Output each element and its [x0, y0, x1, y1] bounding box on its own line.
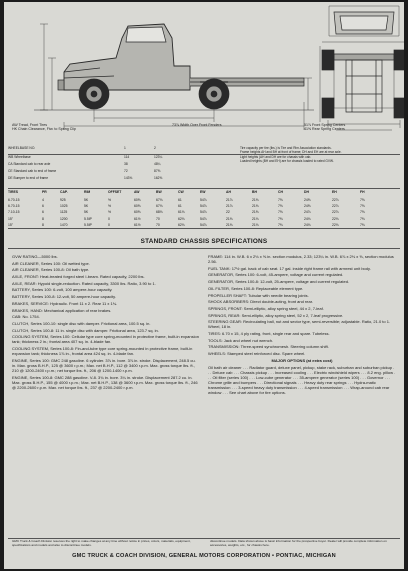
spec-sheet-page: [4, 2, 404, 569]
table-cell: 22: [226, 210, 230, 215]
table-cell: 6.70-15: [8, 204, 20, 209]
table-cell: 24⅝: [304, 204, 311, 209]
table-cell: 61½: [134, 216, 141, 221]
table-cell: 61⅛: [178, 210, 185, 215]
table-cell: 7⅜: [278, 222, 283, 227]
spec-item: BRAKES, HAND: Mechanical application of rear brakes.: [12, 307, 112, 313]
table-cell: 22⅞: [332, 198, 339, 202]
table-cell: 7⅝: [278, 198, 283, 202]
table-cell: 5.5IP: [84, 222, 92, 227]
spec-item: AXLE, FRONT: Heat-treated forged steel I-beam. Rated capacity, 2200 lbs.: [12, 274, 145, 280]
table-cell: 61: [178, 198, 182, 202]
table-cell: 54⅞: [200, 204, 207, 209]
table-cell: 5K: [84, 204, 89, 209]
chassis-top-view: [320, 6, 404, 130]
spec-item: AIR CLEANER, Series 100: Oil wetted type.: [12, 260, 90, 266]
divider: [8, 228, 400, 229]
table-cell: 22⅞: [332, 210, 339, 215]
table-cell: %: [108, 198, 112, 202]
table-cell: FH: [360, 190, 365, 194]
table-cell: %: [108, 210, 112, 215]
spec-item: SPRINGS, FRONT: Semi-elliptic, alloy spring steel, 44 x 2, 7-leaf.: [208, 305, 324, 311]
table-cell: RIM: [84, 190, 91, 194]
table-cell: TIRES: [8, 190, 18, 194]
divider: [8, 154, 400, 155]
table-cell: %: [108, 204, 112, 209]
table-cell: 6: [42, 204, 44, 209]
table-cell: 70: [156, 216, 160, 221]
table-cell: 70: [156, 222, 160, 227]
spec-item: FUEL TANK: 17½ gal. back of cab seat. 17 gal. inside right frame rail with armrest unit body.: [208, 265, 371, 271]
spec-item: WHEELS: Stamped steel reinforced disc. Spare wheel.: [208, 351, 306, 357]
table-cell: 54⅞: [200, 216, 207, 221]
table-cell: 7⅝: [360, 204, 365, 209]
table-cell: 21⅞: [226, 198, 233, 202]
drawing-caption-left: AW Tread, Front Tires HK Chain Clearance, Ftw. to Spring Clip: [12, 123, 76, 132]
table-cell: 22⅛: [332, 216, 339, 221]
wheelbase-table: WHEELBASE NO. 1 2 WB Wheelbase 114 123¼ CA Standard cab to rear axle 38 48¼ CE Standard cab to end of frame 72 87⅝ DE Bumper to end of frame 143⅜ 162⅝ Tire capacity per tire (lbs.) is Tire and Rim Association standards. Frame heights AH and BH at front of frame; DH and EH are at rear axle. Light heights (AH and DH are for chassis with cab. Loaded heights (BH and EH) are for chassis loaded to rated GVW.: [8, 146, 400, 220]
table-cell: 7⅜: [278, 216, 283, 221]
table-cell: AH: [226, 190, 231, 194]
table-cell: 60⅝: [134, 198, 141, 202]
spec-item: ENGINE, Series 100: GMC 248 gasoline. 6 cylinder. 3⅞ in. bore. 3⅞ in. stroke. Displacement, 248.5 cu. in. Max. gross B.H.P., 125 @ 3600 r.p.m.; Max. net B.H.P., 112 @ 3400 r.p.m. Max. gross torque lbs. ft., 210 @ 1200-2400 r.p.m.; net torque lbs. ft., 206 @ 1200-1400 r.p.m.: [12, 357, 196, 373]
spec-item: COOLING SYSTEM, Series 100: Cellular type core spring-mounted in protective frame, built-in expansion tank; thickness 2 in.; frontal area 407 sq. in. 4-blade fan.: [12, 334, 199, 345]
table-cell: 21⅜: [226, 216, 233, 221]
table-cell: AW: [134, 190, 140, 194]
table-cell: 62⅛: [178, 216, 185, 221]
table-cell: 24⅛: [304, 216, 311, 221]
table-cell: 22⅛: [332, 222, 339, 227]
table-cell: 21⅛: [252, 222, 259, 227]
spec-item: OIL FILTER, Series 100-8: Replaceable element type.: [208, 285, 304, 291]
section-title: STANDARD CHASSIS SPECIFICATIONS: [140, 238, 268, 245]
table-cell: 61½: [134, 222, 141, 227]
table-cell: 62⅛: [178, 222, 185, 227]
table-cell: PR: [42, 190, 47, 194]
table-cell: 54⅞: [200, 198, 207, 202]
table-cell: 7⅜: [360, 222, 365, 227]
table-cell: 68⅛: [156, 210, 163, 215]
table-cell: 7⅝: [360, 210, 365, 215]
table-cell: CH: [278, 190, 283, 194]
table-cell: CW: [178, 190, 184, 194]
table-cell: 7.10-15: [8, 210, 20, 215]
spec-item: GENERATOR, Series 100-8: 12-volt, 25-ampere, voltage and current regulated.: [208, 279, 350, 285]
table-cell: 21⅝: [252, 210, 259, 215]
table-cell: 21⅞: [226, 204, 233, 209]
spec-item: TOOLS: Jack and wheel nut wrench.: [208, 337, 274, 343]
spec-item: SPRINGS, REAR: Semi-elliptic, alloy spring steel, 52 x 2, 7-leaf progressive.: [208, 312, 344, 318]
table-cell: 6.70-15: [8, 198, 20, 202]
table-cell: EW: [200, 190, 206, 194]
spec-item: COOLING SYSTEM, Series 100-8: Fin-and-tube type core spring-mounted in protective frame, built-in expansion tank; thickness 1⅞ in., frontal area 424 sq. in. 4-blade fan.: [12, 346, 193, 357]
table-cell: 1125: [60, 210, 68, 215]
table-cell: 7⅝: [278, 204, 283, 209]
spec-item: CLUTCH, Series 100-8: 11 in. single disc with damper. Frictional area, 123.7 sq. in.: [12, 327, 159, 333]
spec-item: AIR CLEANER, Series 100-8: Oil bath type.: [12, 267, 90, 273]
table-cell: 61: [178, 204, 182, 209]
table-cell: 1200: [60, 216, 68, 221]
table-cell: 5.5IP: [84, 216, 92, 221]
footer-note-right: discontinue models. Data shown above is basic information for the prospective buyer. Dealer will provide complete information on accessories, weights, etc., for chassis here.: [210, 539, 387, 547]
table-cell: 1025: [60, 204, 68, 209]
table-cell: 60⅝: [134, 210, 141, 215]
spec-item: SHOCK ABSORBERS: Direct double-acting, front and rear.: [208, 299, 313, 305]
table-cell: 21⅛: [252, 216, 259, 221]
table-cell: 21⅜: [226, 222, 233, 227]
divider: [8, 248, 400, 249]
table-cell: 6: [42, 210, 44, 215]
spec-item: PROPELLER SHAFT: Tubular with needle bearing joints.: [208, 292, 309, 298]
table-cell: 21⅜: [252, 204, 259, 209]
spec-item: CAB: No. 1754.: [12, 314, 40, 320]
table-cell: 1470: [60, 222, 68, 227]
table-cell: 925: [60, 198, 66, 202]
table-cell: 5K: [84, 198, 89, 202]
footer-banner: GMC TRUCK & COACH DIVISION, GENERAL MOTORS CORPORATION • PONTIAC, MICHIGAN: [72, 553, 336, 559]
spec-item: BATTERY, Series 100-8: 12-volt, 50 ampere-hour capacity.: [12, 294, 116, 300]
table-cell: 7⅝: [278, 210, 283, 215]
table-cell: 21⅜: [252, 198, 259, 202]
table-cell: 54⅞: [200, 222, 207, 227]
spec-item: FRAME: 114 in. W.B. 6 x 2⅛ x ⅝ in. section modulus, 2.33; 123¼ in. W.B. 6⅞ x 2⅛ x ⅝, section modulus 2.56.: [208, 254, 394, 265]
table-cell: DH: [304, 190, 309, 194]
table-cell: 67⅛: [156, 204, 163, 209]
table-cell: 0: [108, 216, 110, 221]
table-cell: 4: [42, 198, 44, 202]
table-cell: 60⅝: [134, 204, 141, 209]
spec-item: ENGINE, Series 100-8: GMC 288 gasoline. V-8. 3¾ in. bore. 3¼ in. stroke. Displacement 287.2 cu. in. Max. gross B.H.P., 155 @ 4000 r.p.m.; Max. net B.H.P., 138 @ 3600 r.p.m. Max. gross torque lbs. ft., 246 @ 2200-2600 r.p.m. Max. net torque lbs. ft., 237 @ 2200-2400 r.p.m.: [12, 374, 198, 390]
table-cell: 24⅛: [304, 222, 311, 227]
table-cell: 5K: [84, 210, 89, 215]
table-cell: 15": [8, 222, 13, 227]
drawing-caption-center: 73⅞ Width Over Front Fenders: [172, 123, 222, 127]
spec-item: GVW RATING—5000 lbs.: [12, 254, 58, 259]
spec-item: TIRES: 6.70 x 15, 4 ply rating, front, single rear and spare. Tubeless.: [208, 331, 330, 337]
table-cell: 54⅞: [200, 210, 207, 215]
spec-item: STEERING GEAR: Recirculating ball, nut and sector type, semi-reversible; adjustable. Ratio, 21.0 to 1. Wheel, 18 in.: [208, 319, 391, 330]
spec-item: BRAKES, SERVICE: Hydraulic. Front 11 x 2. Rear 11 x 1¾.: [12, 300, 118, 306]
truck-side-view: [34, 24, 314, 130]
table-cell: 7⅝: [360, 198, 365, 202]
table-cell: 8: [42, 216, 44, 221]
table-cell: 22⅞: [332, 204, 339, 209]
table-cell: 67⅛: [156, 198, 163, 202]
table-cell: 7⅜: [360, 216, 365, 221]
major-options-text: Oil bath air cleaner . . . Radiator guard, deluxe panel, pickup, stake rack, suburban and suburban pickup . . . Deluxe cab . . . Chassis pickup . . . Increased cooling . . . Electric windshield wipers . . . 8.2 eng. pillow . . . Oil filter (series 100) . . . Low-cube generator . . . 35-ampere generator (series 100) . . . Governor . . . Chrome grille and bumpers . . . Directional signals . . . Heavy duty rear springs . . . Hydra-matic transmission . . . 3-speed heavy duty transmission . . . 4-speed transmission . . . Wrap-around cab rear window . . . See chart above for tire options.: [208, 364, 396, 395]
table-cell: BW: [156, 190, 162, 194]
spec-column-left: [12, 254, 200, 392]
truck-chassis-drawing: [4, 2, 404, 138]
drawing-caption-right: 51⅞ Front Spring Centers 41⅝ Rear Spring Centers: [304, 123, 346, 132]
table-notes: Tire capacity per tire (lbs.) is Tire and Rim Association standards. Frame heights AH and BH at front of frame; DH and EH are at rear axle. Light heights (AH and DH are for chassis with cab. Loaded heights (BH and EH) are for chassis loaded to rated GVW.: [240, 146, 342, 164]
table-cell: EH: [332, 190, 337, 194]
spec-item: GENERATOR, Series 100: 6-volt, 45-ampere, voltage and current regulated.: [208, 272, 344, 278]
major-options-heading: MAJOR OPTIONS (at extra cost): [271, 357, 333, 363]
table-cell: OFFSET: [108, 190, 122, 194]
spec-item: TRANSMISSION: Three-speed synchromesh. Steering column shift.: [208, 344, 329, 350]
table-cell: 24⅝: [304, 198, 311, 202]
spec-column-right: [208, 254, 396, 397]
spec-item: CLUTCH, Series 100-10: single disc with damper. Frictional area, 100.5 sq. in.: [12, 320, 151, 326]
footer-note-left: GMC Truck & Coach Division reserves the right to make changes at any time without notice in prices, colors, materials, equipment, specifications and models and also to discontinue models.: [12, 539, 191, 547]
table-cell: 15": [8, 216, 13, 221]
table-cell: BH: [252, 190, 257, 194]
table-cell: CAP.: [60, 190, 68, 194]
spec-item: BATTERY, Series 100: 6-volt, 100 ampere-hour capacity.: [12, 287, 113, 293]
table-cell: 24⅞: [304, 210, 311, 215]
spec-item: AXLE, REAR: Hypoid single-reduction. Rated capacity, 3300 lbs. Ratio, 3.90 to 1.: [12, 280, 156, 286]
table-cell: 0: [108, 222, 110, 227]
table-cell: 8: [42, 222, 44, 227]
